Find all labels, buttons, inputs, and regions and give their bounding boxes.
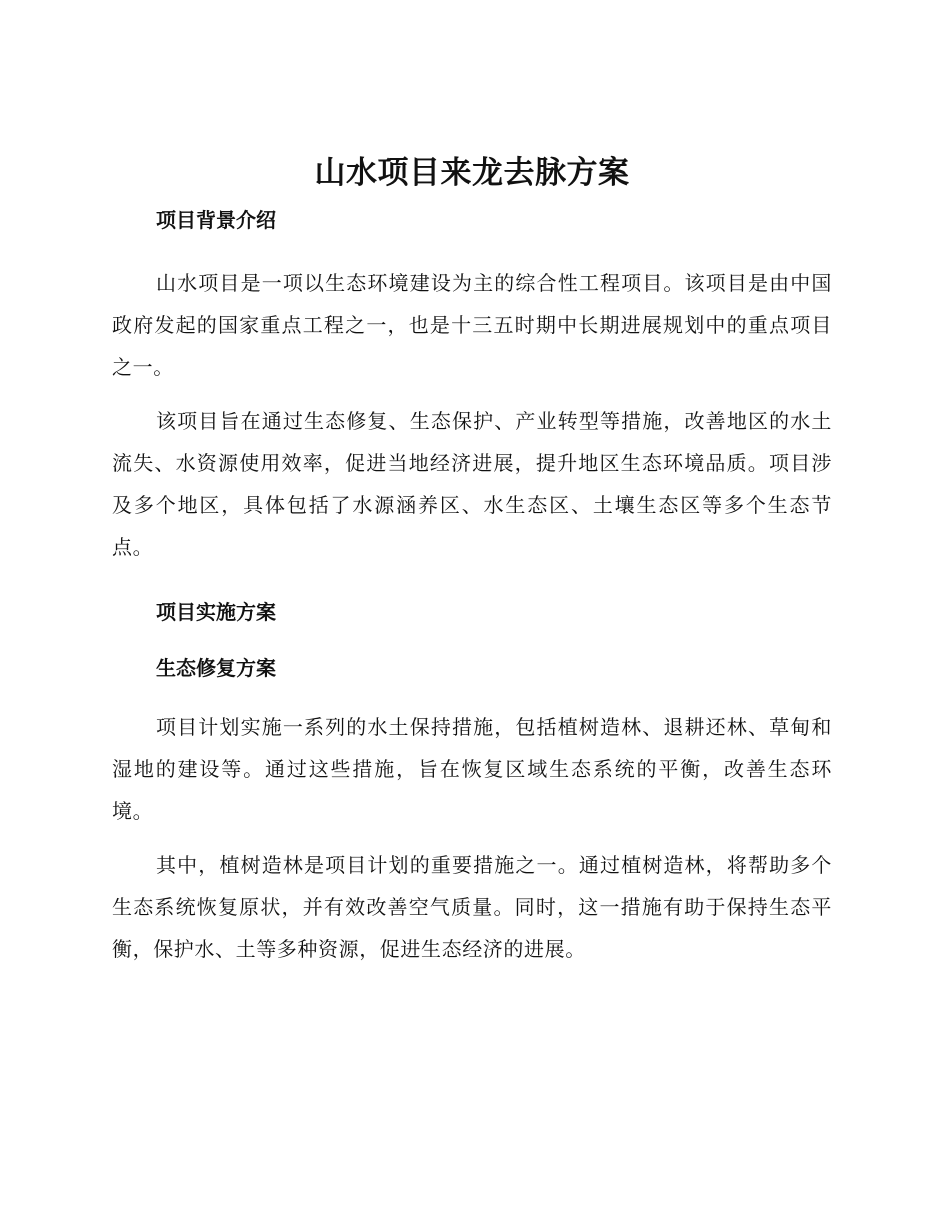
paragraph-restoration-1: 项目计划实施一系列的水土保持措施，包括植树造林、退耕还林、草甸和湿地的建设等。通过这些措施，旨在恢复区域生态系统的平衡，改善生态环境。 — [112, 715, 832, 823]
paragraph-restoration-2: 其中，植树造林是项目计划的重要措施之一。通过植树造林，将帮助多个生态系统恢复原状，并有效改善空气质量。同时，这一措施有助于保持生态平衡，保护水、土等多种资源，促进生态经济的进展。 — [112, 853, 832, 961]
paragraph-background-2: 该项目旨在通过生态修复、生态保护、产业转型等措施，改善地区的水土流失、水资源使用效率，促进当地经济进展，提升地区生态环境品质。项目涉及多个地区，具体包括了水源涵养区、水生态区、土壤生态区等多个生态节点。 — [112, 409, 832, 559]
section-heading-background: 项目背景介绍 — [156, 208, 276, 232]
document-title: 山水项目来龙去脉方案 — [314, 155, 630, 191]
section-heading-implementation: 项目实施方案 — [156, 600, 276, 624]
paragraph-background-1: 山水项目是一项以生态环境建设为主的综合性工程项目。该项目是由中国政府发起的国家重点工程之一，也是十三五时期中长期进展规划中的重点项目之一。 — [112, 271, 832, 379]
document-page — [112, 150, 832, 970]
section-heading-ecological-restoration: 生态修复方案 — [156, 656, 276, 680]
